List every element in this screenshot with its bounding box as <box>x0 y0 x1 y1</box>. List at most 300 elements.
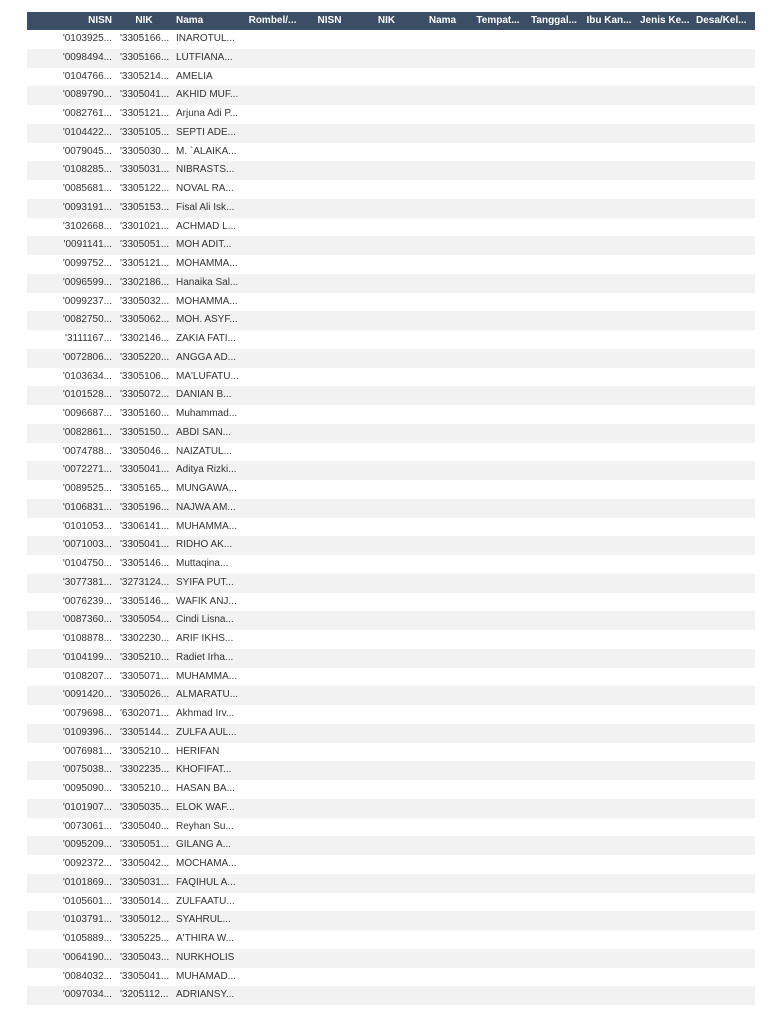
data-table <box>27 12 755 1005</box>
table-row[interactable] <box>27 818 755 837</box>
table-cell <box>582 536 636 555</box>
table-cell <box>470 874 526 893</box>
table-row[interactable] <box>27 649 755 668</box>
table-row[interactable] <box>27 443 755 462</box>
table-cell <box>582 518 636 537</box>
table-cell <box>358 555 415 574</box>
table-cell <box>244 499 301 518</box>
table-cell: RIDHO AK... <box>176 539 233 551</box>
table-cell: HERIFAN <box>176 745 220 757</box>
table-row[interactable] <box>27 874 755 893</box>
table-cell <box>244 518 301 537</box>
table-cell: ZULFA AUL... <box>176 726 237 738</box>
table-cell <box>301 218 358 237</box>
table-cell <box>636 311 692 330</box>
column-header[interactable]: Desa/Kel... <box>696 15 747 26</box>
table-cell <box>244 199 301 218</box>
table-row[interactable] <box>27 199 755 218</box>
table-cell <box>301 461 358 480</box>
table-cell: '3305030... <box>120 145 170 157</box>
table-cell <box>358 330 415 349</box>
table-row[interactable] <box>27 911 755 930</box>
table-cell <box>301 893 358 912</box>
table-cell <box>692 311 748 330</box>
table-cell: A'THIRA W... <box>176 933 235 944</box>
table-cell <box>301 161 358 180</box>
table-cell <box>692 743 748 762</box>
column-header[interactable]: Rombel/... <box>248 15 297 26</box>
table-row[interactable] <box>27 574 755 593</box>
table-cell <box>301 836 358 855</box>
table-row[interactable] <box>27 855 755 874</box>
table-cell: SYIFA PUT... <box>176 576 234 588</box>
table-cell <box>526 86 582 105</box>
table-row[interactable] <box>27 724 755 743</box>
table-cell <box>358 536 415 555</box>
table-row[interactable] <box>27 68 755 87</box>
table-cell <box>526 218 582 237</box>
table-row[interactable] <box>27 143 755 162</box>
table-cell: '3305062... <box>120 314 170 326</box>
table-row[interactable] <box>27 893 755 912</box>
table-cell <box>692 780 748 799</box>
table-cell <box>415 480 470 499</box>
table-cell <box>244 724 301 743</box>
table-row[interactable] <box>27 949 755 968</box>
table-cell: ANGGA AD... <box>176 351 237 363</box>
table-cell <box>692 86 748 105</box>
table-cell <box>692 630 748 649</box>
table-cell <box>692 593 748 612</box>
table-cell <box>526 668 582 687</box>
table-cell <box>692 330 748 349</box>
table-cell <box>582 743 636 762</box>
table-cell <box>582 555 636 574</box>
table-cell <box>526 968 582 987</box>
table-cell <box>582 143 636 162</box>
table-cell <box>415 124 470 143</box>
table-cell <box>415 49 470 68</box>
table-cell <box>582 630 636 649</box>
table-cell <box>301 780 358 799</box>
table-cell <box>244 611 301 630</box>
table-cell <box>636 236 692 255</box>
table-cell <box>244 668 301 687</box>
table-cell <box>358 218 415 237</box>
table-cell <box>244 86 301 105</box>
table-cell <box>301 743 358 762</box>
table-cell <box>470 836 526 855</box>
table-cell <box>692 968 748 987</box>
table-cell <box>692 930 748 949</box>
table-cell: '0101869... <box>62 876 112 888</box>
table-cell: '3111167... <box>65 333 112 344</box>
table-cell <box>470 255 526 274</box>
table-cell: '3302146... <box>120 333 170 344</box>
table-cell <box>692 874 748 893</box>
table-cell <box>415 780 470 799</box>
table-cell <box>415 274 470 293</box>
table-cell <box>244 255 301 274</box>
table-row[interactable] <box>27 668 755 687</box>
table-cell <box>636 649 692 668</box>
table-cell <box>692 386 748 405</box>
table-cell <box>526 818 582 837</box>
table-cell <box>470 518 526 537</box>
table-cell <box>244 49 301 68</box>
table-cell <box>526 293 582 312</box>
column-header[interactable]: NISN <box>317 15 342 26</box>
table-cell <box>636 405 692 424</box>
table-cell <box>358 199 415 218</box>
table-cell <box>526 574 582 593</box>
table-cell: Fisal Ali Isk... <box>176 201 235 213</box>
table-cell: '3305153... <box>120 201 170 213</box>
table-cell <box>358 349 415 368</box>
table-cell <box>470 86 526 105</box>
table-cell <box>301 86 358 105</box>
table-cell <box>244 686 301 705</box>
table-cell <box>470 105 526 124</box>
table-cell <box>301 949 358 968</box>
table-cell <box>692 986 748 1005</box>
table-cell: NIBRASTS... <box>176 164 235 176</box>
table-cell <box>526 555 582 574</box>
table-row[interactable] <box>27 761 755 780</box>
table-cell <box>636 686 692 705</box>
table-cell <box>526 611 582 630</box>
table-row[interactable] <box>27 968 755 987</box>
table-cell: ZULFAATU... <box>176 895 235 907</box>
table-cell <box>244 705 301 724</box>
table-row[interactable] <box>27 705 755 724</box>
table-cell <box>636 424 692 443</box>
table-cell: '0103634... <box>62 370 112 382</box>
table-cell <box>526 49 582 68</box>
table-cell <box>301 293 358 312</box>
column-header[interactable]: NISN <box>88 15 112 26</box>
table-cell <box>301 386 358 405</box>
table-cell <box>636 668 692 687</box>
table-cell <box>301 349 358 368</box>
table-cell <box>415 630 470 649</box>
column-header[interactable]: Tempat... <box>476 15 520 26</box>
table-cell: '3305210... <box>120 745 170 757</box>
table-cell <box>582 68 636 87</box>
table-cell <box>582 124 636 143</box>
table-row[interactable] <box>27 405 755 424</box>
table-cell <box>358 911 415 930</box>
table-cell: '3305210... <box>120 783 170 794</box>
table-cell <box>526 986 582 1005</box>
table-cell <box>692 274 748 293</box>
table-cell <box>244 799 301 818</box>
table-cell <box>244 143 301 162</box>
table-cell <box>415 818 470 837</box>
table-cell <box>470 349 526 368</box>
table-cell <box>526 743 582 762</box>
table-row[interactable] <box>27 499 755 518</box>
table-cell <box>244 986 301 1005</box>
table-cell: '0074788... <box>62 445 112 457</box>
table-cell: '3305071... <box>120 670 170 682</box>
table-cell <box>636 218 692 237</box>
table-row[interactable] <box>27 611 755 630</box>
table-cell <box>415 368 470 387</box>
table-row[interactable] <box>27 124 755 143</box>
column-header[interactable]: Nama <box>428 15 457 26</box>
table-cell <box>244 555 301 574</box>
table-row[interactable] <box>27 480 755 499</box>
table-cell: GILANG A... <box>176 839 232 851</box>
table-cell <box>526 630 582 649</box>
table-cell <box>582 293 636 312</box>
table-cell <box>582 686 636 705</box>
table-cell: '0106831... <box>62 501 112 513</box>
table-cell <box>358 593 415 612</box>
table-row[interactable] <box>27 780 755 799</box>
table-row[interactable] <box>27 555 755 574</box>
table-cell <box>636 593 692 612</box>
table-cell <box>415 405 470 424</box>
table-cell <box>301 911 358 930</box>
table-cell <box>526 499 582 518</box>
table-cell <box>415 199 470 218</box>
table-cell <box>415 761 470 780</box>
table-cell: Cindi Lisna... <box>176 614 234 626</box>
table-cell <box>244 930 301 949</box>
table-cell: Hanaika Sal... <box>176 276 239 288</box>
table-cell <box>526 893 582 912</box>
column-header[interactable]: NIK <box>377 15 396 26</box>
table-cell <box>358 855 415 874</box>
table-cell: ABDI SAN... <box>176 426 232 438</box>
table-cell <box>526 255 582 274</box>
table-cell: '0076981... <box>62 745 112 757</box>
table-cell <box>301 105 358 124</box>
table-cell <box>358 68 415 87</box>
table-cell <box>301 611 358 630</box>
table-cell: '0095209... <box>62 839 112 851</box>
table-cell <box>582 593 636 612</box>
table-cell <box>692 424 748 443</box>
table-cell <box>415 649 470 668</box>
table-row[interactable] <box>27 461 755 480</box>
table-cell <box>358 124 415 143</box>
table-cell <box>636 49 692 68</box>
table-cell: '0096599... <box>62 276 112 288</box>
table-row[interactable] <box>27 349 755 368</box>
table-cell <box>301 930 358 949</box>
table-cell <box>582 405 636 424</box>
table-row[interactable] <box>27 30 755 49</box>
table-cell <box>244 311 301 330</box>
table-cell: '0082761... <box>62 108 112 119</box>
table-cell <box>582 668 636 687</box>
table-cell <box>244 386 301 405</box>
table-cell <box>470 311 526 330</box>
table-cell <box>470 68 526 87</box>
table-cell <box>244 405 301 424</box>
table-row[interactable] <box>27 986 755 1005</box>
table-cell <box>415 668 470 687</box>
table-cell <box>358 49 415 68</box>
table-cell <box>526 518 582 537</box>
table-cell <box>301 255 358 274</box>
table-row[interactable] <box>27 930 755 949</box>
table-cell <box>692 518 748 537</box>
table-cell <box>526 705 582 724</box>
table-cell: '3305051... <box>120 839 170 851</box>
table-row[interactable] <box>27 330 755 349</box>
table-cell <box>301 761 358 780</box>
table-cell <box>470 461 526 480</box>
table-cell <box>358 668 415 687</box>
table-cell <box>636 161 692 180</box>
column-header[interactable]: Nama <box>176 15 204 26</box>
table-cell <box>358 461 415 480</box>
table-cell: '0082750... <box>62 314 112 326</box>
table-cell <box>415 105 470 124</box>
table-cell <box>582 255 636 274</box>
table-cell <box>692 30 748 49</box>
column-header[interactable]: Tanggal... <box>531 15 577 26</box>
table-cell <box>415 311 470 330</box>
table-cell: '0091420... <box>62 689 112 701</box>
table-row[interactable] <box>27 799 755 818</box>
table-cell <box>636 293 692 312</box>
table-cell <box>582 443 636 462</box>
table-cell <box>636 780 692 799</box>
table-cell <box>636 855 692 874</box>
table-row[interactable] <box>27 255 755 274</box>
table-row[interactable] <box>27 536 755 555</box>
column-header[interactable]: Jenis Ke... <box>640 15 690 26</box>
table-cell: HASAN BA... <box>176 783 235 794</box>
table-row[interactable] <box>27 630 755 649</box>
table-cell <box>358 386 415 405</box>
table-cell <box>301 518 358 537</box>
table-cell <box>636 555 692 574</box>
table-row[interactable] <box>27 743 755 762</box>
table-row[interactable] <box>27 105 755 124</box>
table-cell <box>358 705 415 724</box>
table-row[interactable] <box>27 236 755 255</box>
table-cell <box>526 536 582 555</box>
table-cell <box>244 161 301 180</box>
table-row[interactable] <box>27 86 755 105</box>
table-cell <box>636 124 692 143</box>
table-cell: '0075038... <box>62 764 112 776</box>
table-cell <box>244 593 301 612</box>
table-cell <box>415 518 470 537</box>
column-header[interactable]: Ibu Kan... <box>586 15 632 26</box>
table-cell: AMELIA <box>176 70 213 82</box>
table-cell <box>470 180 526 199</box>
table-cell <box>415 536 470 555</box>
table-cell: NURKHOLIS <box>176 951 235 963</box>
table-row[interactable] <box>27 218 755 237</box>
table-cell <box>526 236 582 255</box>
table-cell <box>244 293 301 312</box>
table-cell <box>358 686 415 705</box>
table-cell <box>526 161 582 180</box>
table-cell <box>526 274 582 293</box>
table-cell <box>470 611 526 630</box>
table-cell <box>415 386 470 405</box>
table-row[interactable] <box>27 274 755 293</box>
table-cell <box>692 499 748 518</box>
table-cell <box>415 555 470 574</box>
table-cell <box>415 218 470 237</box>
table-row[interactable] <box>27 49 755 68</box>
table-cell <box>636 86 692 105</box>
table-row[interactable] <box>27 293 755 312</box>
table-cell <box>692 668 748 687</box>
table-cell <box>470 236 526 255</box>
table-cell <box>636 349 692 368</box>
table-cell: MUHAMAD... <box>176 970 236 982</box>
table-cell: MUHAMMA... <box>176 670 238 682</box>
table-cell: '3305146... <box>120 595 170 607</box>
table-cell <box>636 30 692 49</box>
table-cell <box>526 368 582 387</box>
table-row[interactable] <box>27 836 755 855</box>
table-cell: ACHMAD L... <box>176 220 237 232</box>
table-cell <box>636 761 692 780</box>
table-cell <box>358 893 415 912</box>
column-header[interactable]: NIK <box>135 15 153 26</box>
table-cell <box>692 218 748 237</box>
table-row[interactable] <box>27 180 755 199</box>
table-cell <box>244 574 301 593</box>
table-row[interactable] <box>27 686 755 705</box>
table-cell: '3305214... <box>120 70 170 82</box>
table-cell: '0092372... <box>62 858 112 869</box>
table-cell: '3305041... <box>120 89 170 101</box>
table-cell: '0089790... <box>62 89 112 101</box>
table-cell <box>692 761 748 780</box>
table-cell: ALMARATU... <box>176 689 239 701</box>
table-row[interactable] <box>27 311 755 330</box>
table-row[interactable] <box>27 161 755 180</box>
table-cell <box>358 649 415 668</box>
table-cell: Reyhan Su... <box>176 820 234 832</box>
table-cell: MA'LUFATU... <box>176 370 239 382</box>
table-cell <box>470 368 526 387</box>
table-cell <box>470 986 526 1005</box>
table-cell <box>470 818 526 837</box>
table-row[interactable] <box>27 386 755 405</box>
table-cell <box>301 199 358 218</box>
table-cell <box>244 218 301 237</box>
table-row[interactable] <box>27 518 755 537</box>
table-cell: '3205112... <box>120 989 169 1001</box>
table-cell: '0101907... <box>62 801 112 813</box>
table-cell <box>358 724 415 743</box>
table-row[interactable] <box>27 424 755 443</box>
table-cell <box>692 199 748 218</box>
table-row[interactable] <box>27 593 755 612</box>
table-cell: '3305042... <box>120 858 170 869</box>
table-cell: '3302230... <box>120 633 170 644</box>
table-cell: DANIAN B... <box>176 389 232 401</box>
table-row[interactable] <box>27 368 755 387</box>
table-cell: '3305046... <box>120 445 170 457</box>
table-cell <box>244 124 301 143</box>
table-cell: '0108878... <box>62 633 112 644</box>
table-cell: '3302235... <box>120 764 170 776</box>
